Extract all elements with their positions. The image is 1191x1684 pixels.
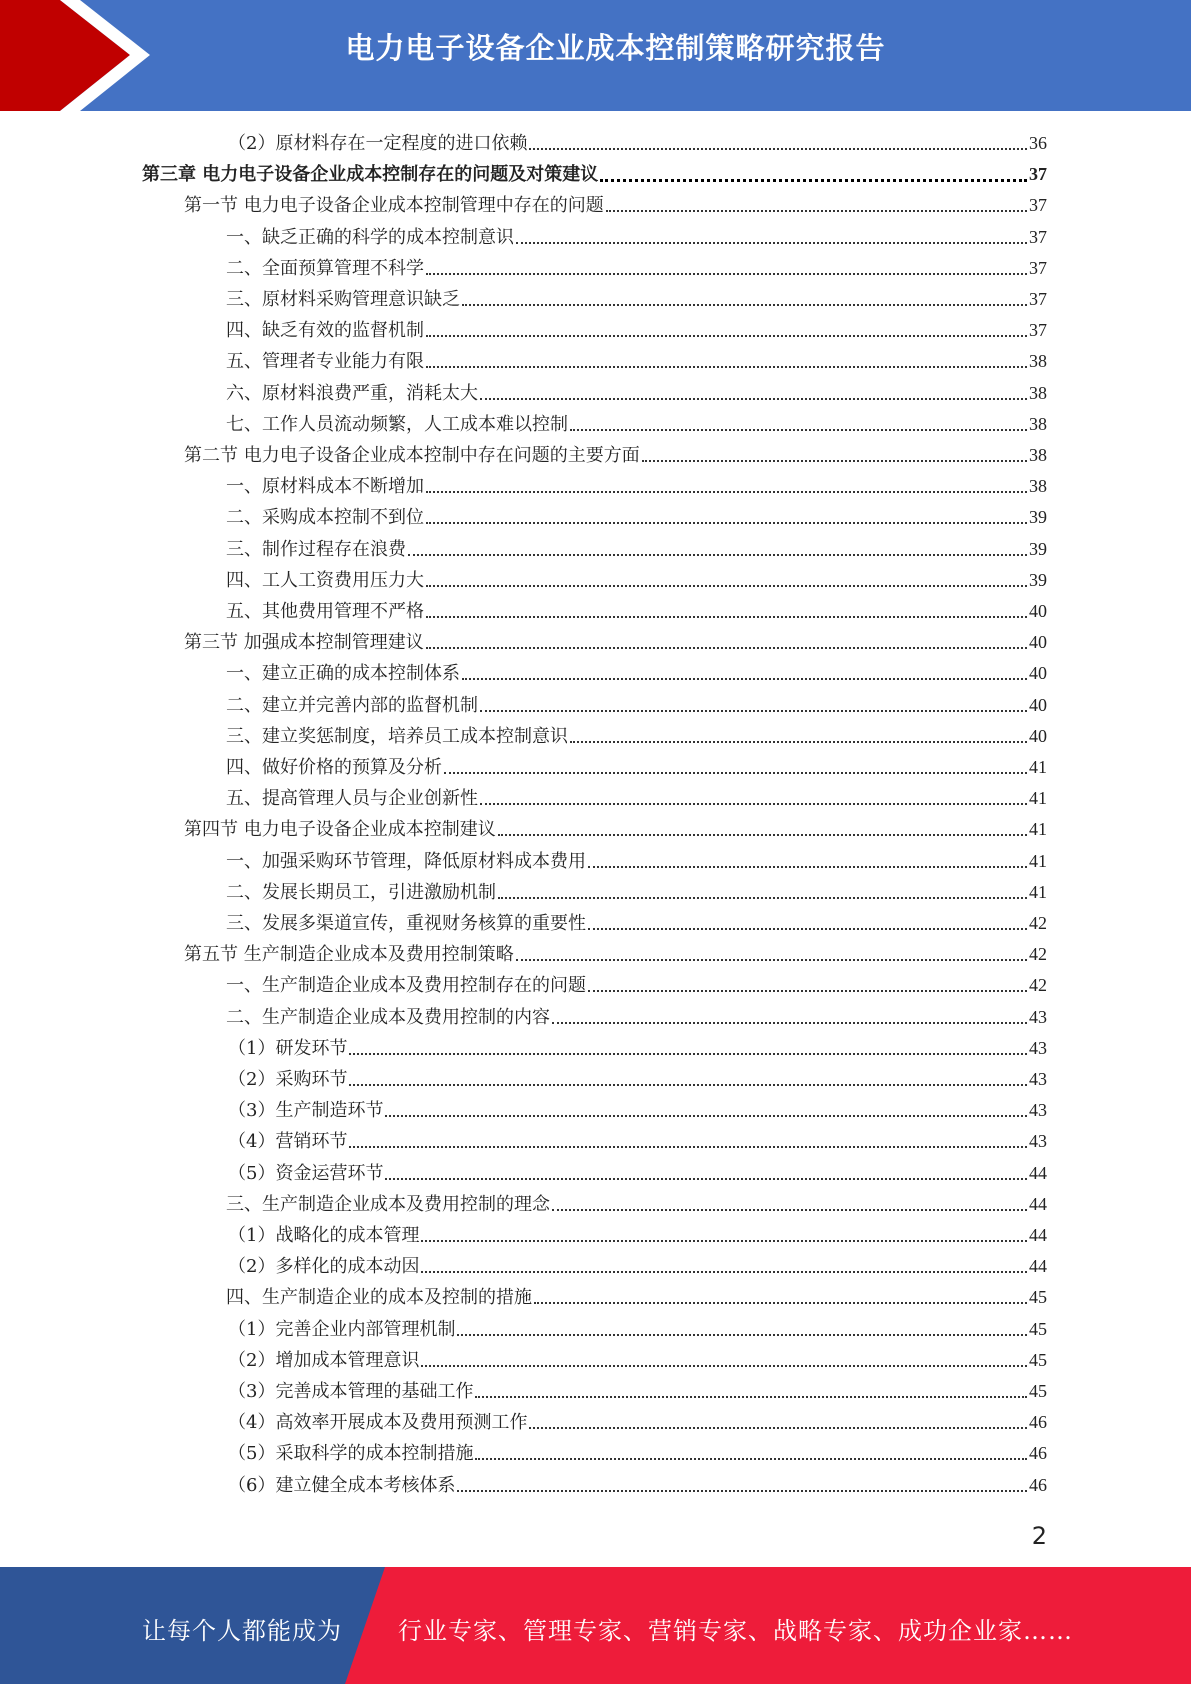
toc-entry-page: 38: [1029, 413, 1047, 434]
toc-leader-dots: [426, 584, 1027, 587]
toc-leader-dots: [534, 1301, 1027, 1304]
toc-entry-title: 第四节 电力电子设备企业成本控制建议: [184, 819, 496, 841]
toc-entry-title: 六、原材料浪费严重，消耗太大: [226, 382, 478, 404]
report-title: 电力电子设备企业成本控制策略研究报告: [345, 31, 886, 65]
toc-entry[interactable]: [226, 846, 1047, 877]
toc-entry-title: （3）生产制造环节: [228, 1100, 384, 1122]
footer-slogan-right: 行业专家、管理专家、营销专家、战略专家、成功企业家……: [398, 1617, 1073, 1645]
toc-entry[interactable]: [228, 1095, 1047, 1126]
toc-entry[interactable]: [228, 1470, 1047, 1501]
toc-entry-title: （3）完善成本管理的基础工作: [228, 1381, 474, 1402]
toc-leader-dots: [349, 1052, 1027, 1055]
toc-leader-dots: [570, 428, 1027, 431]
toc-leader-dots: [480, 397, 1027, 400]
toc-leader-dots: [349, 1083, 1027, 1086]
toc-entry-page: 46: [1029, 1412, 1047, 1433]
toc-entry-page: 38: [1029, 445, 1047, 465]
toc-entry-page: 40: [1029, 632, 1047, 653]
toc-entry-page: 43: [1029, 1069, 1047, 1089]
toc-entry-page: 39: [1029, 507, 1047, 528]
toc-entry-title: 三、生产制造企业成本及费用控制的理念: [226, 1193, 550, 1215]
toc-entry-title: （2）多样化的成本动因: [228, 1256, 420, 1278]
toc-leader-dots: [457, 1489, 1027, 1492]
toc-leader-dots: [426, 646, 1027, 649]
toc-entry[interactable]: [226, 877, 1047, 908]
toc-leader-dots: [462, 303, 1027, 306]
toc-entry[interactable]: [226, 690, 1047, 721]
toc-entry-title: 二、发展长期员工，引进激励机制: [226, 881, 496, 903]
toc-entry-title: 一、缺乏正确的科学的成本控制意识: [226, 226, 514, 248]
toc-entry-page: 37: [1029, 320, 1047, 341]
toc-leader-dots: [462, 677, 1027, 680]
toc-entry[interactable]: [226, 783, 1047, 814]
toc-entry[interactable]: [228, 1438, 1047, 1469]
toc-leader-dots: [421, 1364, 1027, 1367]
toc-entry-page: 36: [1029, 133, 1047, 153]
toc-entry-page: 42: [1029, 913, 1047, 933]
toc-entry-page: 44: [1029, 1162, 1047, 1183]
toc-entry[interactable]: [226, 409, 1047, 440]
toc-entry[interactable]: [228, 1345, 1047, 1376]
toc-entry[interactable]: [184, 814, 1047, 845]
toc-entry-page: 39: [1029, 569, 1047, 590]
toc-entry-title: （4）营销环节: [228, 1131, 348, 1153]
toc-leader-dots: [475, 1395, 1027, 1398]
footer-slogan-left: 让每个人都能成为: [142, 1617, 342, 1645]
toc-entry-title: 一、生产制造企业成本及费用控制存在的问题: [226, 975, 586, 997]
toc-entry[interactable]: [184, 440, 1047, 471]
toc-entry-title: 第三章 电力电子设备企业成本控制存在的问题及对策建议: [142, 164, 599, 186]
toc-leader-dots: [570, 740, 1027, 743]
toc-entry[interactable]: [228, 1407, 1047, 1438]
toc-leader-dots: [421, 1239, 1027, 1242]
toc-entry-page: 45: [1029, 1318, 1047, 1339]
toc-entry-page: 41: [1029, 757, 1047, 777]
toc-entry-title: 三、制作过程存在浪费: [226, 538, 406, 560]
toc-entry-page: 44: [1029, 1256, 1047, 1277]
page-header: [0, 0, 1191, 111]
toc-leader-dots: [588, 865, 1027, 868]
toc-leader-dots: [421, 1270, 1027, 1273]
toc-leader-dots: [426, 521, 1027, 524]
toc-leader-dots: [588, 927, 1027, 930]
toc-leader-dots: [480, 709, 1027, 712]
page-number: 2: [1031, 1522, 1047, 1550]
toc-entry[interactable]: [184, 627, 1047, 658]
toc-entry-title: （2）采购环节: [228, 1069, 348, 1090]
toc-entry-title: 四、缺乏有效的监督机制: [226, 320, 424, 342]
toc-entry[interactable]: [228, 1126, 1047, 1157]
toc-leader-dots: [457, 1333, 1027, 1336]
toc-entry-title: 二、生产制造企业成本及费用控制的内容: [226, 1006, 550, 1028]
toc-entry[interactable]: [226, 253, 1047, 284]
toc-entry-page: 41: [1029, 881, 1047, 902]
toc-entry-title: （2）增加成本管理意识: [228, 1349, 420, 1371]
toc-entry[interactable]: [228, 128, 1047, 159]
toc-entry-title: 第三节 加强成本控制管理建议: [184, 632, 424, 654]
toc-leader-dots: [516, 241, 1027, 244]
toc-entry[interactable]: [226, 1189, 1047, 1220]
toc-entry[interactable]: [184, 190, 1047, 221]
toc-entry[interactable]: [228, 1064, 1047, 1095]
toc-leader-dots: [475, 1457, 1027, 1460]
toc-leader-dots: [588, 989, 1027, 992]
toc-entry[interactable]: [228, 1376, 1047, 1407]
toc-entry-page: 38: [1029, 382, 1047, 403]
toc-entry-page: 44: [1029, 1193, 1047, 1214]
toc-entry-page: 40: [1029, 725, 1047, 746]
toc-entry-page: 45: [1029, 1349, 1047, 1370]
toc-chapter-entry[interactable]: [142, 159, 1047, 190]
toc-entry-page: 42: [1029, 975, 1047, 996]
toc-leader-dots: [529, 147, 1027, 150]
toc-entry-title: 七、工作人员流动频繁，人工成本难以控制: [226, 413, 568, 435]
toc-leader-dots: [642, 459, 1027, 462]
toc-entry-page: 43: [1029, 1100, 1047, 1121]
toc-entry[interactable]: [226, 284, 1047, 315]
toc-entry-title: 一、原材料成本不断增加: [226, 476, 424, 498]
toc-entry-title: （5）采取科学的成本控制措施: [228, 1443, 474, 1465]
toc-leader-dots: [426, 272, 1027, 275]
toc-leader-dots: [426, 615, 1027, 618]
toc-entry[interactable]: [226, 315, 1047, 346]
toc-entry-title: 三、原材料采购管理意识缺乏: [226, 289, 460, 310]
toc-leader-dots: [385, 1114, 1027, 1117]
toc-entry-title: 一、加强采购环节管理，降低原材料成本费用: [226, 850, 586, 872]
toc-entry[interactable]: [226, 596, 1047, 627]
toc-entry-page: 42: [1029, 944, 1047, 965]
toc-leader-dots: [426, 490, 1027, 493]
toc-entry-page: 46: [1029, 1443, 1047, 1464]
toc-entry-page: 41: [1029, 788, 1047, 809]
toc-entry[interactable]: [226, 378, 1047, 409]
toc-entry[interactable]: [226, 1002, 1047, 1033]
toc-leader-dots: [408, 553, 1027, 556]
toc-entry[interactable]: [228, 1033, 1047, 1064]
toc-entry-title: （5）资金运营环节: [228, 1162, 384, 1184]
toc-entry[interactable]: [226, 908, 1047, 939]
toc-entry-title: 第五节 生产制造企业成本及费用控制策略: [184, 944, 514, 966]
toc-leader-dots: [349, 1145, 1027, 1148]
toc-leader-dots: [444, 771, 1027, 774]
toc-leader-dots: [480, 802, 1027, 805]
toc-leader-dots: [498, 896, 1027, 899]
toc-entry-page: 40: [1029, 663, 1047, 684]
toc-entry-page: 38: [1029, 476, 1047, 497]
toc-entry-title: 五、其他费用管理不严格: [226, 601, 424, 622]
toc-entry-title: （1）完善企业内部管理机制: [228, 1318, 456, 1340]
toc-entry-page: 41: [1029, 850, 1047, 871]
toc-entry-title: 四、工人工资费用压力大: [226, 569, 424, 591]
toc-entry[interactable]: [226, 502, 1047, 533]
toc-leader-dots: [516, 958, 1027, 961]
toc-entry-title: 三、发展多渠道宣传，重视财务核算的重要性: [226, 913, 586, 934]
toc-leader-dots: [552, 1021, 1027, 1024]
toc-entry-title: （1）战略化的成本管理: [228, 1225, 420, 1246]
toc-entry[interactable]: [226, 534, 1047, 565]
toc-entry[interactable]: [228, 1314, 1047, 1345]
toc-entry-page: 37: [1029, 226, 1047, 247]
toc-entry-page: 43: [1029, 1131, 1047, 1152]
toc-entry[interactable]: [184, 939, 1047, 970]
toc-entry-title: 三、建立奖惩制度，培养员工成本控制意识: [226, 725, 568, 747]
toc-entry-title: 五、提高管理人员与企业创新性: [226, 788, 478, 810]
toc-entry[interactable]: [226, 752, 1047, 783]
toc-entry[interactable]: [226, 222, 1047, 253]
toc-entry-title: （6）建立健全成本考核体系: [228, 1474, 456, 1496]
toc-entry-title: （2）原材料存在一定程度的进口依赖: [228, 133, 528, 154]
toc-leader-dots: [552, 1208, 1027, 1211]
toc-entry[interactable]: [226, 658, 1047, 689]
toc-entry-page: 40: [1029, 601, 1047, 621]
toc-entry-title: 一、建立正确的成本控制体系: [226, 663, 460, 685]
toc-leader-dots: [529, 1426, 1027, 1429]
toc-entry-page: 45: [1029, 1287, 1047, 1308]
toc-entry-page: 38: [1029, 351, 1047, 372]
toc-entry-page: 40: [1029, 694, 1047, 715]
toc-entry-title: （4）高效率开展成本及费用预测工作: [228, 1412, 528, 1434]
toc-entry-title: 五、管理者专业能力有限: [226, 351, 424, 373]
toc-entry[interactable]: [226, 565, 1047, 596]
toc-entry[interactable]: [228, 1251, 1047, 1282]
toc-leader-dots: [600, 178, 1027, 182]
toc-entry-title: 二、全面预算管理不科学: [226, 257, 424, 279]
toc-leader-dots: [498, 833, 1027, 836]
toc-entry[interactable]: [226, 721, 1047, 752]
toc-entry-page: 37: [1029, 289, 1047, 309]
toc-entry-title: 二、采购成本控制不到位: [226, 507, 424, 529]
toc-entry-page: 44: [1029, 1225, 1047, 1245]
toc-entry-page: 37: [1029, 257, 1047, 278]
toc-entry-page: 46: [1029, 1474, 1047, 1495]
page-footer: [0, 1567, 1191, 1684]
toc-entry-page: 41: [1029, 819, 1047, 840]
toc-entry-page: 43: [1029, 1006, 1047, 1027]
toc-entry-title: 四、生产制造企业的成本及控制的措施: [226, 1287, 532, 1309]
toc-leader-dots: [426, 365, 1027, 368]
toc-entry-page: 37: [1029, 164, 1047, 185]
toc-leader-dots: [426, 334, 1027, 337]
toc-entry[interactable]: [226, 1282, 1047, 1313]
toc-entry-title: 第一节 电力电子设备企业成本控制管理中存在的问题: [184, 195, 604, 217]
toc-entry[interactable]: [228, 1158, 1047, 1189]
toc-leader-dots: [606, 209, 1027, 212]
toc-entry[interactable]: [228, 1220, 1047, 1251]
toc-entry-title: 四、做好价格的预算及分析: [226, 757, 442, 778]
toc-entry[interactable]: [226, 346, 1047, 377]
toc-leader-dots: [385, 1177, 1027, 1180]
toc-entry-page: 39: [1029, 538, 1047, 559]
toc-entry[interactable]: [226, 471, 1047, 502]
toc-entry-title: 二、建立并完善内部的监督机制: [226, 694, 478, 716]
toc-entry-page: 43: [1029, 1037, 1047, 1058]
toc-entry-title: 第二节 电力电子设备企业成本控制中存在问题的主要方面: [184, 445, 640, 466]
toc-entry-title: （1）研发环节: [228, 1037, 348, 1059]
toc-entry[interactable]: [226, 970, 1047, 1001]
toc-entry-page: 37: [1029, 195, 1047, 216]
toc-entry-page: 45: [1029, 1381, 1047, 1401]
